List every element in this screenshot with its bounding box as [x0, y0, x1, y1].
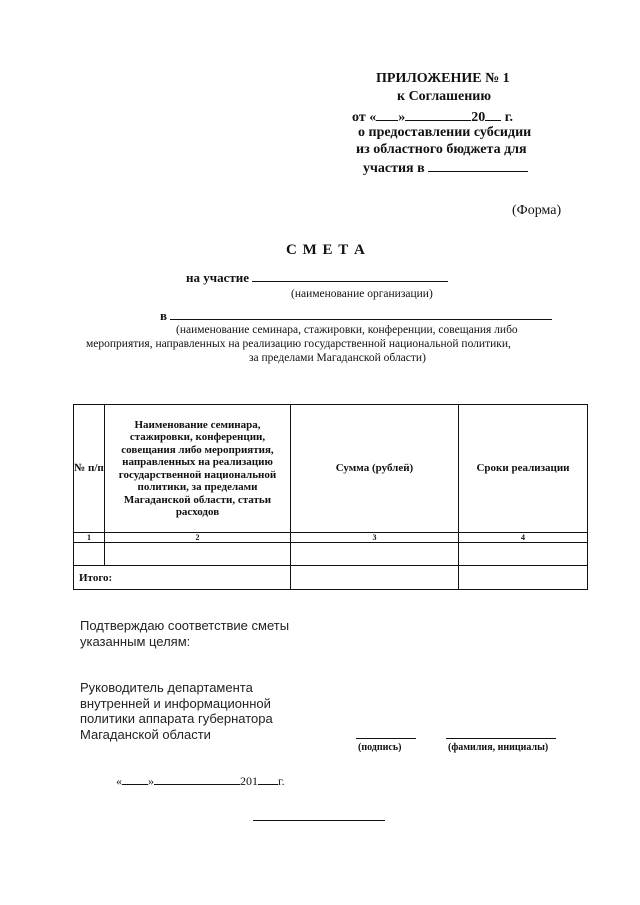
sign-day-blank: [122, 772, 148, 785]
name-line: [446, 738, 556, 739]
header-terms: Сроки реализации: [459, 405, 588, 533]
table-cell[interactable]: [459, 543, 588, 566]
participation-in-text: участия в: [363, 161, 425, 176]
total-row: [74, 566, 588, 590]
sign-year-prefix: 201: [240, 774, 258, 788]
estimate-table: [73, 404, 588, 590]
head-line-1: Руководитель департамента: [80, 680, 253, 695]
total-sum-cell[interactable]: [291, 566, 459, 590]
table-cell[interactable]: [105, 543, 291, 566]
header-number: № п/п: [74, 405, 105, 533]
header-sum: Сумма (рублей): [291, 405, 459, 533]
participation-label: на участие: [186, 270, 249, 285]
name-hint: (фамилия, инициалы): [448, 742, 549, 753]
form-label: (Форма): [512, 203, 562, 218]
event-hint-1: (наименование семинара, стажировки, конференции, совещания либо: [176, 324, 518, 336]
sign-date-close: »: [148, 774, 154, 788]
table-row: [74, 543, 588, 566]
table-cell[interactable]: [74, 543, 105, 566]
date-close-quote: »: [398, 110, 406, 125]
event-blank: [170, 306, 552, 320]
event-hint-2: мероприятия, направленных на реализацию государственной национальной политики,: [86, 338, 511, 350]
table-header-row: [74, 405, 588, 533]
organization-blank: [252, 268, 448, 282]
sign-g: г.: [278, 774, 285, 788]
date-g-text: г.: [504, 110, 513, 125]
appendix-number: ПРИЛОЖЕНИЕ № 1: [376, 71, 510, 86]
appendix-participation-line: [363, 157, 528, 177]
date-day-blank: [376, 106, 398, 121]
participation-blank: [428, 157, 528, 172]
sign-year-blank: [258, 772, 278, 785]
head-line-4: Магаданской области: [80, 726, 211, 742]
signing-date: [116, 772, 285, 789]
head-title: [80, 680, 273, 742]
confirm-line-1: Подтверждаю соответствие сметы: [80, 618, 290, 633]
date-from-text: от «: [352, 110, 377, 125]
appendix-date-line: [352, 106, 513, 126]
event-hint-3: за пределами Магаданской области): [249, 352, 426, 364]
head-line-3: политики аппарата губернатора: [80, 711, 273, 726]
date-month-blank: [405, 106, 471, 121]
col-number-4: 4: [459, 533, 588, 543]
appendix-subsidy-line: о предоставлении субсидии: [358, 125, 532, 140]
head-line-2: внутренней и информационной: [80, 695, 271, 711]
confirm-line-2: указанным целям:: [80, 633, 191, 649]
col-number-3: 3: [291, 533, 459, 543]
header-name: Наименование семинара, стажировки, конференции, совещания либо мероприятия, направленных на реализацию государственной национальной политики, за пределами Магаданской области, статьи расходов: [105, 405, 291, 533]
appendix-agreement: к Соглашению: [397, 89, 492, 104]
date-year-blank: [485, 106, 501, 121]
sign-month-blank: [154, 772, 240, 785]
participation-field: [186, 268, 448, 286]
bottom-line: [253, 820, 385, 821]
total-terms-cell[interactable]: [459, 566, 588, 590]
confirm-text: [80, 618, 289, 649]
column-number-row: [74, 533, 588, 543]
col-number-1: 1: [74, 533, 105, 543]
total-label: Итого:: [74, 566, 291, 590]
col-number-2: 2: [105, 533, 291, 543]
table-cell[interactable]: [291, 543, 459, 566]
event-label: в: [160, 308, 168, 323]
organization-hint: (наименование организации): [291, 288, 433, 300]
sign-date-open: «: [116, 774, 122, 788]
signature-hint: (подпись): [358, 742, 402, 753]
appendix-budget-line: из областного бюджета для: [356, 142, 527, 157]
date-year-prefix: 20: [471, 110, 486, 125]
event-field: [160, 306, 552, 324]
document-title: С М Е Т А: [286, 242, 366, 258]
signature-line: [356, 738, 416, 739]
